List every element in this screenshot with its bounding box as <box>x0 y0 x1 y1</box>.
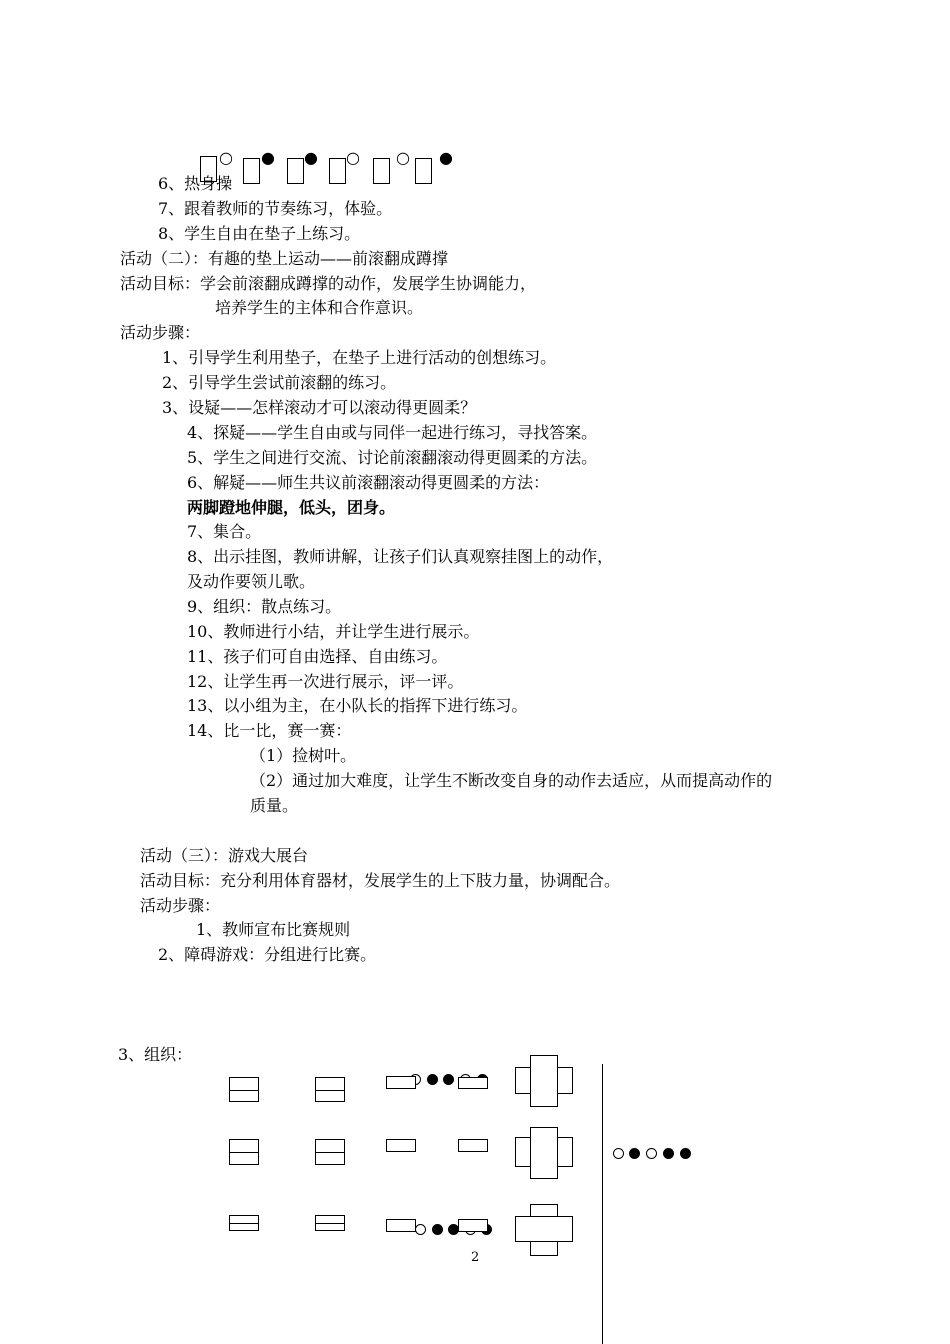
list-item: 及动作要领儿歌。 <box>187 572 316 591</box>
hollow-circle-icon: ○ <box>346 148 360 167</box>
hurdle-icon <box>386 1139 416 1152</box>
mat-icon <box>315 1215 345 1231</box>
hurdle-icon <box>386 1076 416 1089</box>
list-item: 1、引导学生利用垫子，在垫子上进行活动的创想练习。 <box>162 348 557 367</box>
activity3-title: 活动（三）：游戏大展台 <box>140 846 309 865</box>
student-hollow-icon <box>613 1148 624 1159</box>
list-item: 10、教师进行小结，并让学生进行展示。 <box>187 622 480 641</box>
student-filled-icon <box>680 1148 691 1159</box>
activity3-steps-label: 活动步骤： <box>140 896 221 915</box>
cross-equipment-icon <box>515 1216 573 1242</box>
filled-circle-icon: ● <box>304 148 318 167</box>
list-item: 2、障碍游戏：分组进行比赛。 <box>158 945 377 964</box>
sub-item: （1）捡树叶。 <box>250 746 357 765</box>
filled-circle-icon: ● <box>439 148 453 167</box>
cross-equipment-icon <box>530 1055 558 1107</box>
hollow-circle-icon: ○ <box>396 148 410 167</box>
student-filled-icon <box>443 1074 454 1085</box>
list-item: 6、解疑——师生共议前滚翻滚动得更圆柔的方法： <box>187 473 550 492</box>
list-item: 8、出示挂图，教师讲解，让孩子们认真观察挂图上的动作， <box>187 547 614 566</box>
mat-box <box>415 158 432 184</box>
list-item: 9、组织：散点练习。 <box>187 597 342 616</box>
activity3-goal: 活动目标：充分利用体育器材，发展学生的上下肢力量，协调配合。 <box>140 871 621 890</box>
list-item: 8、学生自由在垫子上练习。 <box>158 224 361 243</box>
list-item: 6、热身操 <box>158 174 233 193</box>
mat-icon <box>315 1077 345 1102</box>
list-item: 11、孩子们可自由选择、自由练习。 <box>187 647 448 666</box>
mat-icon <box>229 1215 259 1231</box>
organization-label: 3、组织： <box>118 1045 193 1064</box>
key-point: 两脚蹬地伸腿，低头，团身。 <box>187 498 396 517</box>
sub-item: （2）通过加大难度，让学生不断改变自身的动作去适应，从而提高动作的 <box>250 771 773 790</box>
hurdle-icon <box>458 1219 488 1232</box>
list-item: 5、学生之间进行交流、讨论前滚翻滚动得更圆柔的方法。 <box>187 448 598 467</box>
list-item: 7、集合。 <box>187 522 262 541</box>
list-item: 3、设疑——怎样滚动才可以滚动得更圆柔？ <box>162 398 477 417</box>
student-hollow-icon <box>646 1148 657 1159</box>
hurdle-icon <box>458 1139 488 1152</box>
list-item: 12、让学生再一次进行展示，评一评。 <box>187 672 464 691</box>
cross-equipment-icon <box>530 1127 558 1179</box>
list-item: 7、跟着教师的节奏练习，体验。 <box>158 199 393 218</box>
student-filled-icon <box>663 1148 674 1159</box>
filled-circle-icon: ● <box>261 148 275 167</box>
list-item: 1、教师宣布比赛规则 <box>196 920 351 939</box>
activity2-steps-label: 活动步骤： <box>120 323 201 342</box>
mat-box <box>329 158 346 184</box>
hurdle-icon <box>458 1077 488 1089</box>
student-hollow-icon <box>415 1224 426 1235</box>
mat-box <box>373 158 390 184</box>
mat-icon <box>229 1139 259 1165</box>
activity2-goal-cont: 培养学生的主体和合作意识。 <box>215 298 424 317</box>
student-filled-icon <box>427 1074 438 1085</box>
list-item: 14、比一比，赛一赛： <box>187 721 352 740</box>
activity2-goal: 活动目标：学会前滚翻成蹲撑的动作，发展学生协调能力， <box>120 274 537 293</box>
mat-icon <box>315 1139 345 1165</box>
student-filled-icon <box>432 1224 443 1235</box>
mat-box <box>243 158 260 184</box>
mat-box <box>287 158 304 184</box>
divider-line <box>602 1064 603 1344</box>
hurdle-icon <box>386 1219 416 1232</box>
list-item: 2、引导学生尝试前滚翻的练习。 <box>162 373 397 392</box>
hollow-circle-icon: ○ <box>219 148 233 167</box>
activity2-title: 活动（二）：有趣的垫上运动——前滚翻成蹲撑 <box>120 249 449 268</box>
student-filled-icon <box>629 1148 640 1159</box>
page-number: 2 <box>471 1250 480 1265</box>
list-item: 13、以小组为主，在小队长的指挥下进行练习。 <box>187 696 528 715</box>
list-item: 4、探疑——学生自由或与同伴一起进行练习，寻找答案。 <box>187 423 598 442</box>
mat-icon <box>229 1077 259 1102</box>
sub-item-cont: 质量。 <box>250 796 299 815</box>
